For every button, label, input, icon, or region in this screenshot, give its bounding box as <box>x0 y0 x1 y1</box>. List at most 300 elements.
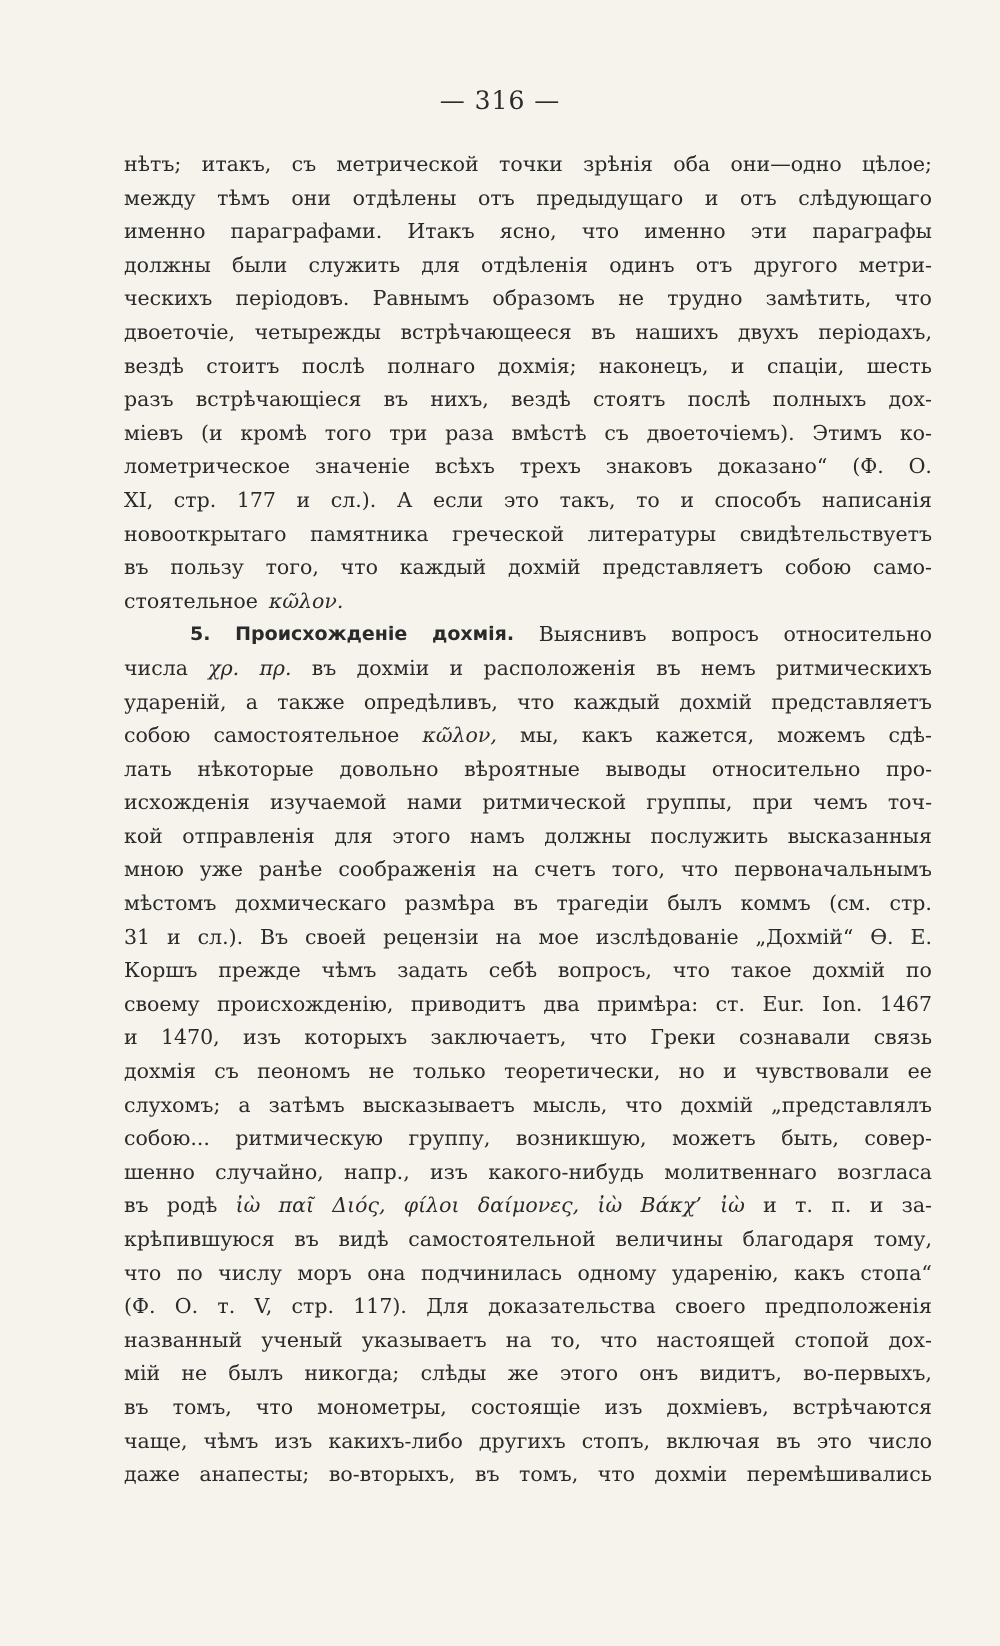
text-line <box>124 1357 932 1391</box>
word: относительно <box>783 622 932 647</box>
word: послѣ <box>687 387 751 412</box>
word: изъ <box>430 1159 468 1184</box>
word: 117). <box>353 1294 407 1319</box>
word: каждый <box>399 555 487 580</box>
word: коммъ <box>740 891 811 916</box>
word: знаковъ <box>605 454 693 479</box>
word: удареній, <box>124 689 227 714</box>
word: Равнымъ <box>372 286 470 311</box>
text-line <box>124 282 932 316</box>
word: нами <box>406 790 463 815</box>
word: А <box>396 487 413 512</box>
word: Этимъ <box>812 420 883 445</box>
word: дохмія <box>124 1059 196 1084</box>
text-line <box>124 1223 932 1257</box>
word: выводы <box>605 756 687 781</box>
text-line <box>124 1257 932 1291</box>
word: такое <box>730 958 792 983</box>
word: оба <box>673 152 711 176</box>
word: если <box>432 487 484 512</box>
word: указываетъ <box>361 1327 487 1352</box>
text-line <box>124 249 932 283</box>
word: собою... <box>124 1126 210 1151</box>
word: величины <box>615 1227 723 1251</box>
word: но <box>678 1059 705 1084</box>
word: мѣстомъ <box>124 891 217 916</box>
word: не <box>368 1059 395 1084</box>
word: дохмій <box>679 689 753 714</box>
word: на <box>505 1327 532 1352</box>
word: свидѣтельствуетъ <box>739 521 932 546</box>
word: вопросъ <box>671 622 759 647</box>
word: замѣтить, <box>765 286 872 311</box>
word: высказанныя <box>787 823 932 848</box>
text-line <box>124 1089 932 1123</box>
word: какихъ-либо <box>328 1428 463 1453</box>
word: мій <box>124 1361 161 1386</box>
word: она <box>367 1260 406 1285</box>
word: это <box>816 1428 852 1453</box>
word: это <box>503 487 539 512</box>
word: ее <box>907 1059 932 1084</box>
word: какъ <box>581 723 633 748</box>
word: напр., <box>344 1159 410 1184</box>
word: возникшую, <box>515 1126 647 1151</box>
word: отъ <box>695 252 733 277</box>
word: этого <box>559 1361 619 1386</box>
word: дох- <box>888 387 932 412</box>
word: Выяснивъ <box>538 622 647 647</box>
word: значеніе <box>314 454 410 479</box>
word: παῖ <box>278 1193 315 1218</box>
word: быть, <box>781 1126 839 1151</box>
word: въ <box>124 1193 149 1218</box>
word: же <box>507 1361 539 1386</box>
text-line <box>124 383 932 417</box>
word: ученый <box>261 1327 343 1352</box>
word: каждый <box>573 689 661 714</box>
text-line <box>124 686 932 720</box>
word: въ <box>656 655 681 680</box>
word: за- <box>901 1193 932 1218</box>
word: въ <box>294 1227 319 1251</box>
word: во-первыхъ, <box>803 1361 932 1386</box>
word: Въ <box>260 924 289 949</box>
word: что <box>625 1092 663 1117</box>
word: съ <box>604 420 629 445</box>
word: способъ <box>714 487 802 512</box>
word: двухъ <box>737 319 799 344</box>
word: высказываетъ <box>362 1092 515 1117</box>
word: намъ <box>469 823 525 848</box>
word: этого <box>392 823 451 848</box>
word: параграфы <box>812 219 932 244</box>
word: ударенію, <box>671 1260 779 1285</box>
word: и <box>869 1193 884 1218</box>
text-line <box>124 1156 932 1190</box>
word: въ <box>311 655 337 680</box>
word: 1470, <box>161 1025 220 1050</box>
word: полнаго <box>387 353 476 378</box>
word: точки <box>499 152 563 176</box>
word: отдѣленія <box>481 252 589 277</box>
word: подчинилась <box>420 1260 562 1285</box>
word: расположенія <box>483 655 636 680</box>
word: числа <box>124 655 188 680</box>
word: стопой <box>794 1327 870 1352</box>
word: послужить <box>650 823 769 848</box>
text-line <box>124 1189 932 1223</box>
word: послѣ <box>301 353 365 378</box>
word: монометры, <box>317 1394 447 1419</box>
word: соображенія <box>338 857 477 882</box>
text-line <box>124 1290 932 1324</box>
word: стопъ, <box>581 1428 651 1453</box>
word: стоятъ <box>592 387 666 412</box>
word: періодахъ, <box>818 319 932 344</box>
word: какого-нибудь <box>488 1159 644 1184</box>
word: образомъ <box>492 286 595 311</box>
word: никогда; <box>304 1361 400 1386</box>
word: связь <box>873 1025 932 1050</box>
word: вездѣ <box>510 387 571 412</box>
word: сл.). <box>330 487 377 512</box>
word: отдѣлены <box>352 185 457 210</box>
word: четырежды <box>254 319 381 344</box>
word: κῶλον. <box>268 588 344 613</box>
word: съ <box>214 1059 239 1084</box>
word: кой <box>124 823 163 848</box>
word: точ- <box>887 790 932 815</box>
word: должны <box>544 823 632 848</box>
word: само- <box>873 555 932 580</box>
word: а <box>238 1092 251 1117</box>
word: „представлялъ <box>771 1092 932 1117</box>
word: Итакъ <box>407 219 475 244</box>
word: также <box>277 689 345 714</box>
word: трагедіи <box>556 891 649 916</box>
word: стр. <box>889 891 932 916</box>
word: своего <box>675 1294 746 1319</box>
word: былъ <box>228 1361 284 1386</box>
word: κῶλον, <box>422 723 497 748</box>
word: не <box>181 1361 208 1386</box>
word: должны <box>124 252 211 277</box>
word: чувствовали <box>755 1059 890 1084</box>
word: сл.). <box>197 924 244 949</box>
word: вопросъ, <box>557 958 652 983</box>
word: что <box>340 555 378 580</box>
word: вмѣстѣ <box>511 420 587 445</box>
page-number: — 316 — <box>439 86 561 115</box>
word: что <box>124 1260 162 1285</box>
word: нашихъ <box>635 319 719 344</box>
word: довольно <box>339 756 439 781</box>
word: именно <box>124 219 206 244</box>
word: и <box>680 487 694 512</box>
word: (Ф. <box>852 454 884 479</box>
word: того, <box>611 857 666 882</box>
word: πρ. <box>259 655 292 680</box>
word: спаціи, <box>767 353 845 378</box>
word: совер- <box>864 1126 932 1151</box>
word: (Ф. <box>124 1294 156 1319</box>
body-text <box>124 148 932 1492</box>
word: собою <box>124 723 191 748</box>
word: именно <box>644 219 726 244</box>
word: пеономъ <box>257 1059 351 1084</box>
word: стоятельное <box>124 588 258 613</box>
word: при <box>752 790 793 815</box>
word: т. <box>795 1193 813 1218</box>
word: и <box>704 185 719 210</box>
word: что <box>255 1394 294 1419</box>
text-line <box>124 820 932 854</box>
word: крѣпившуюся <box>124 1227 275 1251</box>
word: другихъ <box>478 1428 566 1453</box>
word: трудно <box>667 286 743 311</box>
word: они <box>291 185 332 210</box>
word: изъ <box>604 1394 643 1419</box>
word: группы, <box>646 790 733 815</box>
text-line <box>124 1055 932 1089</box>
text-line <box>124 1122 932 1156</box>
text-line <box>124 1425 932 1459</box>
text-line <box>124 786 932 820</box>
text-line <box>124 417 932 451</box>
word: одному <box>577 1260 657 1285</box>
word: дохмическаго <box>234 891 387 916</box>
text-line <box>124 484 932 518</box>
word: моръ <box>297 1260 352 1285</box>
word: изъ <box>243 1025 281 1050</box>
word: одинъ <box>609 252 675 277</box>
word: чемъ <box>813 790 868 815</box>
word: памятника <box>310 521 429 546</box>
word: относительно <box>711 756 861 781</box>
word: мы, <box>519 723 559 748</box>
text-line <box>124 652 932 686</box>
word: счетъ <box>534 857 596 882</box>
text-line <box>124 753 932 787</box>
word: приводитъ <box>410 991 526 1016</box>
word: двоеточіе, <box>124 319 236 344</box>
word: шенно <box>124 1159 195 1184</box>
text-line <box>124 148 932 182</box>
word: томъ, <box>172 1394 232 1419</box>
word: включая <box>666 1428 761 1453</box>
word: три <box>389 420 428 445</box>
word: благодаря <box>742 1227 855 1251</box>
word: то, <box>550 1327 581 1352</box>
word: названный <box>124 1327 243 1352</box>
word: задать <box>397 958 468 983</box>
word: „Дохмій“ <box>755 924 854 949</box>
word: родѣ <box>166 1193 218 1218</box>
word: и <box>763 1193 777 1218</box>
word: ἰὼ <box>720 1193 745 1218</box>
text-line <box>124 182 932 216</box>
word: встрѣчающееся <box>400 319 572 344</box>
word: греческой <box>452 521 565 546</box>
word: параграфами. <box>230 219 383 244</box>
word: что <box>517 689 555 714</box>
word: слухомъ; <box>124 1092 221 1117</box>
word: своей <box>305 924 367 949</box>
word: изслѣдованіе <box>595 924 739 949</box>
word: примѣра: <box>597 991 699 1016</box>
word: наконецъ, <box>598 353 709 378</box>
word: что <box>581 219 620 244</box>
word: Βάκχ’ <box>640 1193 702 1218</box>
word: предположенія <box>764 1294 932 1319</box>
word: во-вторыхъ, <box>328 1462 456 1487</box>
word: О. <box>174 1294 199 1319</box>
word: и <box>723 1059 737 1084</box>
word: между <box>124 185 196 210</box>
word: заключаетъ, <box>430 1025 567 1050</box>
word: 31 <box>124 924 151 949</box>
word: ритмическихъ <box>775 655 932 680</box>
word: ст. <box>715 991 745 1016</box>
word: что <box>589 1025 628 1050</box>
word: пользу <box>170 555 244 580</box>
word: доказательства <box>488 1294 656 1319</box>
text-line <box>124 618 932 652</box>
word: въ <box>776 1428 801 1453</box>
word: числу <box>218 1260 282 1285</box>
word: что <box>597 1462 636 1487</box>
word: доказано“ <box>717 454 828 479</box>
text-line <box>124 1021 932 1055</box>
word: нихъ, <box>430 387 489 412</box>
word: тѣмъ <box>217 185 270 210</box>
word: они—одно <box>730 152 842 176</box>
word: самостоятельной <box>408 1227 596 1251</box>
word: шесть <box>866 353 932 378</box>
word: затѣмъ <box>268 1092 345 1117</box>
word: стр. <box>291 1294 334 1319</box>
text-line <box>124 316 932 350</box>
word: (см. <box>829 891 872 916</box>
word: встрѣчаются <box>792 1394 932 1419</box>
word: Ѳ. <box>870 924 894 949</box>
word: прежде <box>218 958 301 983</box>
word: п. <box>831 1193 852 1218</box>
word: для <box>421 252 460 277</box>
word: ритмическую <box>235 1126 384 1151</box>
word: дохмія; <box>497 353 577 378</box>
word: ἰὼ <box>597 1193 623 1218</box>
text-line <box>124 518 932 552</box>
word: дохмій <box>507 555 581 580</box>
word: стр. <box>173 487 217 512</box>
word: молитвеннаго <box>664 1159 817 1184</box>
word: настоящей <box>656 1327 776 1352</box>
text-line <box>124 921 932 955</box>
word: можемъ <box>777 723 866 748</box>
word: а <box>245 689 259 714</box>
word: своему <box>124 991 200 1016</box>
text-line <box>124 853 932 887</box>
text-line <box>124 1324 932 1358</box>
word: даже <box>124 1462 180 1487</box>
section-heading-word: 5. <box>190 623 211 646</box>
word: написанія <box>821 487 932 512</box>
word: два <box>543 991 580 1016</box>
word: 1467 <box>879 991 932 1016</box>
text-line <box>124 719 932 753</box>
word: исхожденія <box>124 790 250 815</box>
word: и <box>167 924 181 949</box>
word: зрѣнія <box>583 152 653 176</box>
word: кажется, <box>655 723 755 748</box>
word: мое <box>538 924 579 949</box>
text-line <box>124 1391 932 1425</box>
text-line <box>124 215 932 249</box>
word: V, <box>254 1294 273 1319</box>
word: стоитъ <box>206 353 280 378</box>
word: стопа“ <box>860 1260 932 1285</box>
word: чѣмъ <box>203 1428 259 1453</box>
word: отъ <box>739 185 777 210</box>
word: метрической <box>336 152 479 176</box>
word: того <box>324 420 372 445</box>
word: итакъ, <box>201 152 272 176</box>
word: другого <box>753 252 838 277</box>
word: что <box>600 1327 638 1352</box>
word: видѣ <box>338 1227 389 1251</box>
word: ритмической <box>482 790 627 815</box>
text-line <box>124 350 932 384</box>
word: Коршъ <box>124 958 198 983</box>
word: въ <box>383 387 409 412</box>
word: теоретически, <box>504 1059 661 1084</box>
word: томъ, <box>519 1462 579 1487</box>
word: дохміи <box>654 1462 728 1487</box>
word: и <box>296 487 311 512</box>
word: дохмій <box>812 958 886 983</box>
word: перемѣшивались <box>746 1462 932 1487</box>
word: что <box>681 857 719 882</box>
word: Eur. <box>762 991 805 1016</box>
word: служить <box>308 252 401 277</box>
word: О. <box>908 454 932 479</box>
word: чѣмъ <box>321 958 377 983</box>
word: какъ <box>794 1260 845 1285</box>
word: т. <box>217 1294 236 1319</box>
word: случайно, <box>215 1159 324 1184</box>
word: лать <box>124 756 172 781</box>
word: δαίμονες, <box>477 1193 580 1218</box>
text-line <box>124 988 932 1022</box>
word: что <box>894 286 932 311</box>
word: на <box>492 857 519 882</box>
word: возгласа <box>837 1159 932 1184</box>
word: въ <box>591 319 616 344</box>
word: χρ. <box>208 655 240 680</box>
word: состоящіе <box>470 1394 581 1419</box>
word: міевъ <box>124 420 184 445</box>
word: метри- <box>858 252 932 277</box>
text-line <box>124 450 932 484</box>
word: полныхъ <box>772 387 867 412</box>
word: ἰὼ <box>235 1193 261 1218</box>
section-heading-word: дохмія. <box>431 623 515 646</box>
word: періодовъ. <box>235 286 350 311</box>
word: ясно, <box>499 219 557 244</box>
word: и <box>730 353 745 378</box>
